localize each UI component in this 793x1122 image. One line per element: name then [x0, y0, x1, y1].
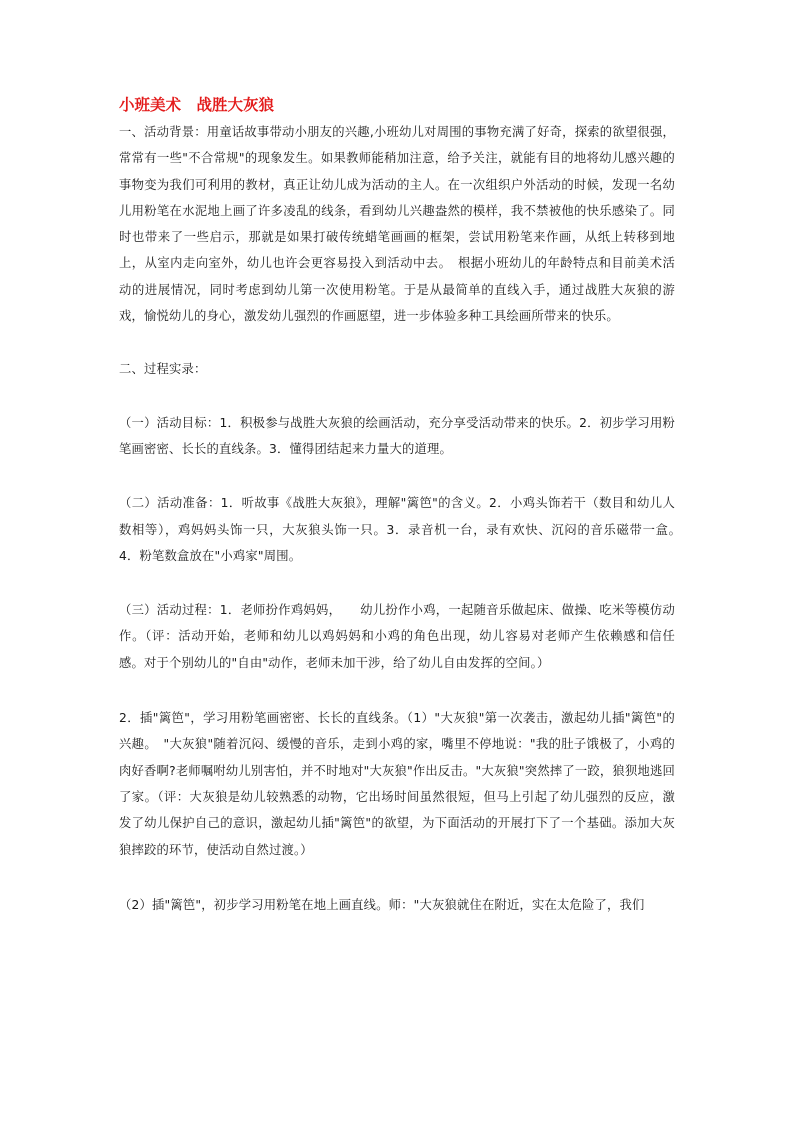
document-body — [119, 94, 688, 918]
section-background: 一、活动背景：用童话故事带动小朋友的兴趣,小班幼儿对周围的事物充满了好奇，探索的欲望很强，常常有一些"不合常规"的现象发生。如果教师能稍加注意，给予关注，就能有目的地将幼儿感兴趣的事物变为我们可利用的教材，真正让幼儿成为活动的主人。在一次组织户外活动的时候，发现一名幼儿用粉笔在水泥地上画了许多凌乱的线条，看到幼儿兴趣盎然的模样，我不禁被他的快乐感染了。同时也带来了一些启示，那就是如果打破传统蜡笔画画的框架，尝试用粉笔来作画，从纸上转移到地上，从室内走向室外，幼儿也许会更容易投入到活动中去。 根据小班幼儿的年龄特点和目前美术活动的进展情况，同时考虑到幼儿第一次使用粉笔。于是从最简单的直线入手，通过战胜大灰狼的游戏，愉悦幼儿的身心，激发幼儿强烈的作画愿望，进一步体验多种工具绘画所带来的快乐。 — [119, 125, 675, 324]
section-step2: 2．插"篱笆"，学习用粉笔画密密、长长的直线条。（1）"大灰狼"第一次袭击，激起幼儿插"篱笆"的兴趣。 "大灰狼"随着沉闷、缓慢的音乐，走到小鸡的家，嘴里不停地说："我的肚子饿极了，小鸡的肉好香啊?老师嘱咐幼儿别害怕，并不时地对"大灰狼"作出反击。"大灰狼"突然摔了一跤，狼狈地逃回了家。（评：大灰狼是幼儿较熟悉的动物，它出场时间虽然很短，但马上引起了幼儿强烈的反应，激发了幼儿保护自己的意识，激起幼儿插"篱笆"的欲望，为下面活动的开展打下了一个基础。添加大灰狼摔跤的环节，使活动自然过渡。） — [119, 711, 675, 857]
section-goals: （一）活动目标：1．积极参与战胜大灰狼的绘画活动，充分享受活动带来的快乐。2．初步学习用粉笔画密密、长长的直线条。3．懂得团结起来力量大的道理。 — [119, 415, 675, 456]
document-title: 小班美术 战胜大灰狼 — [119, 95, 275, 114]
section-preparation: （二）活动准备：1．听故事《战胜大灰狼》，理解"篱笆"的含义。2．小鸡头饰若干（数目和幼儿人数相等），鸡妈妈头饰一只，大灰狼头饰一只。3．录音机一台，录有欢快、沉闷的音乐磁带一盒。 4．粉笔数盒放在"小鸡家"周围。 — [119, 496, 688, 563]
section-process-heading: 二、过程实录： — [119, 362, 207, 377]
section-procedure: （三）活动过程：1．老师扮作鸡妈妈， 幼儿扮作小鸡，一起随音乐做起床、做操、吃米等模仿动作。（评：活动开始，老师和幼儿以鸡妈妈和小鸡的角色出现，幼儿容易对老师产生依赖感和信任感。对于个别幼儿的"自由"动作，老师未加干涉，给了幼儿自由发挥的空间。） — [119, 603, 675, 670]
section-step2-2: （2）插"篱笆"，初步学习用粉笔在地上画直线。师："大灰狼就住在附近，实在太危险了，我们 — [119, 897, 645, 912]
